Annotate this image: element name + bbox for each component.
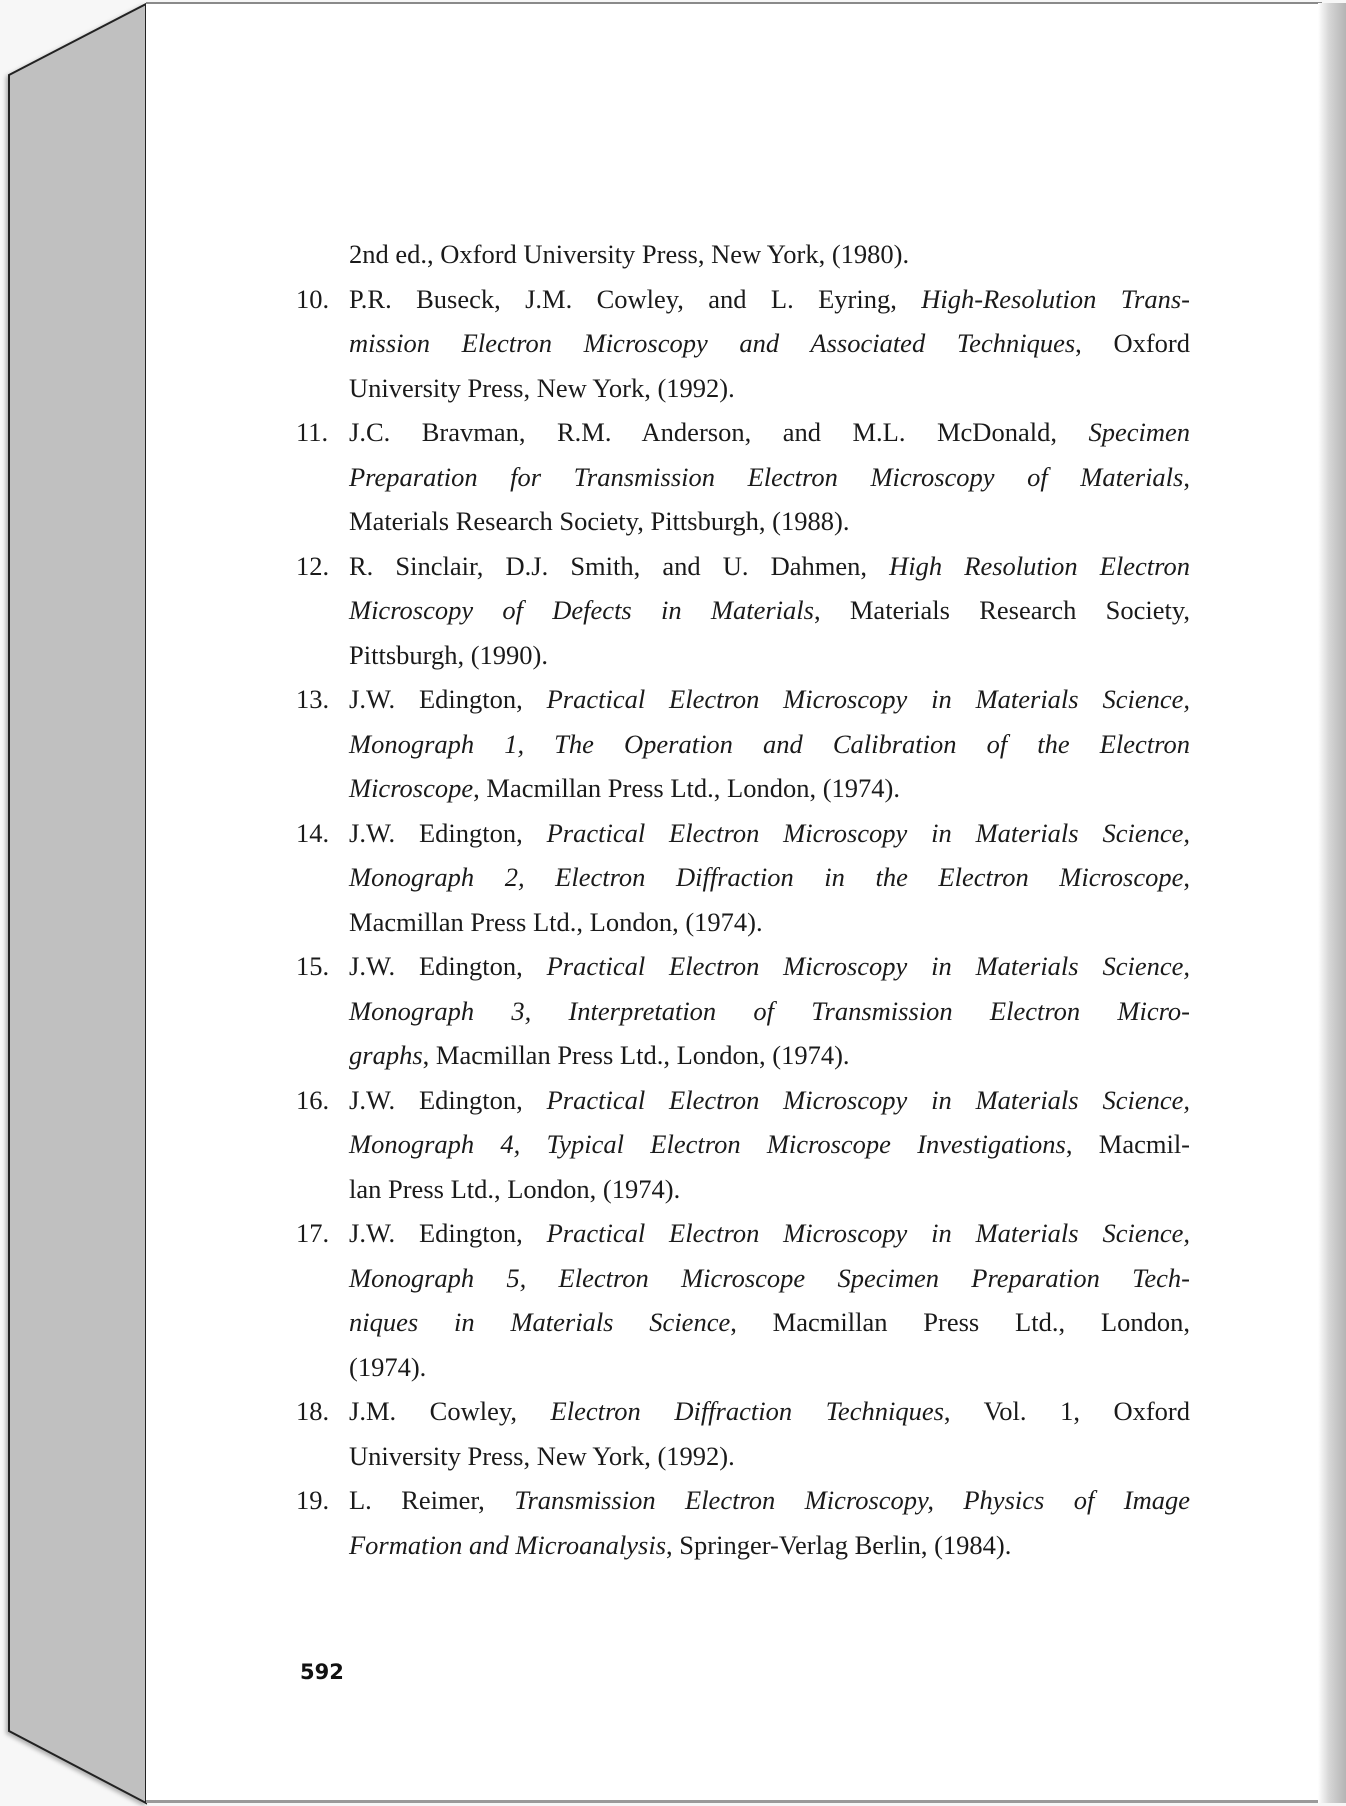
text-segment: , Macmillan Press Ltd., London, (1974). bbox=[473, 773, 901, 803]
reference-line bbox=[349, 1389, 1190, 1434]
italic-title-segment: Electron Diffraction Techniques bbox=[550, 1396, 944, 1426]
page-number: 592 bbox=[300, 1660, 344, 1684]
reference-line bbox=[349, 1033, 1190, 1078]
reference-number: 13. bbox=[296, 684, 330, 714]
text-segment: , Macmillan Press Ltd., London, (1974). bbox=[422, 1040, 850, 1070]
reference-item bbox=[296, 1211, 1190, 1389]
reference-text bbox=[349, 232, 1190, 277]
reference-line bbox=[349, 366, 1190, 411]
reference-line bbox=[349, 722, 1190, 767]
reference-line bbox=[349, 410, 1190, 455]
italic-title-segment: Monograph 1, The Operation and Calibration of the Electron bbox=[349, 728, 1190, 759]
reference-item bbox=[296, 944, 1190, 1078]
reference-line bbox=[349, 544, 1190, 589]
italic-title-segment: Practical Electron Microscopy in Materials Science, bbox=[546, 1084, 1190, 1115]
reference-line bbox=[349, 321, 1190, 366]
italic-title-segment: Formation and Microanalysis bbox=[349, 1529, 667, 1560]
reference-line bbox=[349, 900, 1190, 945]
text-segment: R. Sinclair, D.J. Smith, and U. Dahmen, bbox=[349, 550, 890, 581]
italic-title-segment: Practical Electron Microscopy in Materials Science, bbox=[546, 817, 1190, 848]
italic-title-segment: Practical Electron Microscopy in Materials Science, bbox=[546, 684, 1190, 714]
reference-line bbox=[349, 855, 1190, 900]
reference-line bbox=[349, 1345, 1190, 1390]
italic-title-segment: Monograph 3, Interpretation of Transmission Electron Micro- bbox=[349, 995, 1190, 1026]
reference-line bbox=[349, 588, 1190, 633]
text-segment: , Springer-Verlag Berlin, (1984). bbox=[666, 1529, 1012, 1560]
italic-title-segment: niques in Materials Science bbox=[349, 1307, 731, 1337]
reference-item bbox=[296, 544, 1190, 678]
reference-number: 15. bbox=[296, 951, 330, 981]
reference-line bbox=[349, 633, 1190, 678]
reference-text bbox=[349, 277, 1190, 411]
reference-number: 18. bbox=[296, 1396, 330, 1426]
text-segment: J.M. Cowley, bbox=[349, 1396, 551, 1426]
reference-number: 12. bbox=[296, 550, 330, 581]
text-segment: Macmillan Press Ltd., London, (1974). bbox=[349, 906, 763, 937]
reference-item bbox=[296, 811, 1190, 945]
reference-line bbox=[349, 499, 1190, 544]
reference-number bbox=[296, 232, 349, 277]
text-segment: J.W. Edington, bbox=[349, 1084, 547, 1115]
reference-number: 10. bbox=[296, 283, 330, 314]
reference-line bbox=[349, 1523, 1190, 1568]
text-segment: J.W. Edington, bbox=[349, 951, 547, 981]
text-segment: , Macmil- bbox=[1065, 1129, 1191, 1159]
text-segment: J.C. Bravman, R.M. Anderson, and M.L. McDonald, bbox=[349, 417, 1089, 447]
italic-title-segment: Practical Electron Microscopy in Materials Science, bbox=[546, 1218, 1190, 1248]
reference-text bbox=[349, 544, 1190, 678]
reference-text bbox=[349, 811, 1190, 945]
reference-text bbox=[349, 1078, 1190, 1212]
reference-text bbox=[349, 1211, 1190, 1389]
reference-line bbox=[349, 1256, 1190, 1301]
italic-title-segment: Specimen bbox=[1088, 417, 1190, 447]
italic-title-segment: High-Resolution Trans- bbox=[921, 283, 1191, 314]
reference-number: 19. bbox=[296, 1485, 330, 1515]
text-segment: L. Reimer, bbox=[349, 1485, 515, 1515]
text-segment: Pittsburgh, (1990). bbox=[349, 639, 549, 670]
italic-title-segment: Transmission Electron Microscopy, Physics of Image bbox=[514, 1485, 1190, 1515]
italic-title-segment: Microscopy of Defects in Materials bbox=[349, 595, 814, 625]
reference-text bbox=[349, 1478, 1190, 1567]
reference-line bbox=[349, 1078, 1190, 1123]
italic-title-segment: mission Electron Microscopy and Associated Techniques bbox=[349, 328, 1076, 358]
text-segment: , bbox=[1183, 461, 1190, 492]
reference-line bbox=[349, 1478, 1190, 1523]
reference-line bbox=[349, 1300, 1190, 1345]
page-edge-shadow bbox=[1318, 3, 1346, 1803]
text-segment: J.W. Edington, bbox=[349, 817, 547, 848]
reference-item bbox=[296, 232, 1190, 277]
reference-text bbox=[349, 410, 1190, 544]
text-segment: Materials Research Society, Pittsburgh, (1988). bbox=[349, 506, 850, 536]
reference-line bbox=[349, 989, 1190, 1034]
italic-title-segment: Preparation for Transmission Electron Microscopy of Materials bbox=[349, 461, 1184, 492]
book-spine bbox=[0, 0, 150, 1806]
italic-title-segment: graphs bbox=[349, 1040, 423, 1070]
text-segment: , Oxford bbox=[1075, 328, 1191, 358]
reference-item bbox=[296, 410, 1190, 544]
text-segment: J.W. Edington, bbox=[349, 684, 547, 714]
reference-line bbox=[349, 677, 1190, 722]
text-segment: University Press, New York, (1992). bbox=[349, 372, 735, 403]
reference-text bbox=[349, 944, 1190, 1078]
reference-number: 17. bbox=[296, 1218, 330, 1248]
reference-item bbox=[296, 677, 1190, 811]
text-segment: , Macmillan Press Ltd., London, bbox=[730, 1307, 1190, 1337]
reference-line bbox=[349, 1122, 1190, 1167]
reference-item bbox=[296, 1478, 1190, 1567]
reference-line bbox=[349, 1434, 1190, 1479]
italic-title-segment: Monograph 2, Electron Diffraction in the Electron Microscope bbox=[349, 862, 1184, 892]
text-segment: P.R. Buseck, J.M. Cowley, and L. Eyring, bbox=[349, 283, 922, 314]
italic-title-segment: High Resolution Electron bbox=[889, 550, 1190, 581]
text-segment: , Materials Research Society, bbox=[813, 595, 1190, 625]
italic-title-segment: Practical Electron Microscopy in Materials Science, bbox=[546, 951, 1190, 981]
reference-text bbox=[349, 677, 1190, 811]
reference-line bbox=[349, 766, 1190, 811]
italic-title-segment: Monograph 4, Typical Electron Microscope Investigations bbox=[349, 1129, 1066, 1159]
reference-number: 16. bbox=[296, 1084, 330, 1115]
text-segment: (1974). bbox=[349, 1351, 427, 1382]
reference-line bbox=[349, 1167, 1190, 1212]
text-segment: J.W. Edington, bbox=[349, 1218, 547, 1248]
reference-text bbox=[349, 1389, 1190, 1478]
reference-item bbox=[296, 277, 1190, 411]
reference-line bbox=[349, 1211, 1190, 1256]
reference-number: 14. bbox=[296, 817, 330, 848]
text-segment: , Vol. 1, Oxford bbox=[943, 1396, 1191, 1426]
text-segment: University Press, New York, (1992). bbox=[349, 1440, 735, 1471]
reference-line bbox=[349, 232, 1190, 277]
text-segment: lan Press Ltd., London, (1974). bbox=[349, 1173, 681, 1204]
text-segment: 2nd ed., Oxford University Press, New York, (1980). bbox=[349, 239, 910, 269]
italic-title-segment: Monograph 5, Electron Microscope Specimen Preparation Tech- bbox=[349, 1262, 1190, 1293]
reference-number: 11. bbox=[296, 417, 329, 447]
reference-line bbox=[349, 277, 1190, 322]
reference-list bbox=[296, 232, 1190, 1567]
italic-title-segment: Microscope bbox=[349, 773, 474, 803]
reference-line bbox=[349, 811, 1190, 856]
reference-line bbox=[349, 455, 1190, 500]
reference-item bbox=[296, 1078, 1190, 1212]
text-segment: , bbox=[1183, 862, 1190, 892]
reference-line bbox=[349, 944, 1190, 989]
reference-item bbox=[296, 1389, 1190, 1478]
